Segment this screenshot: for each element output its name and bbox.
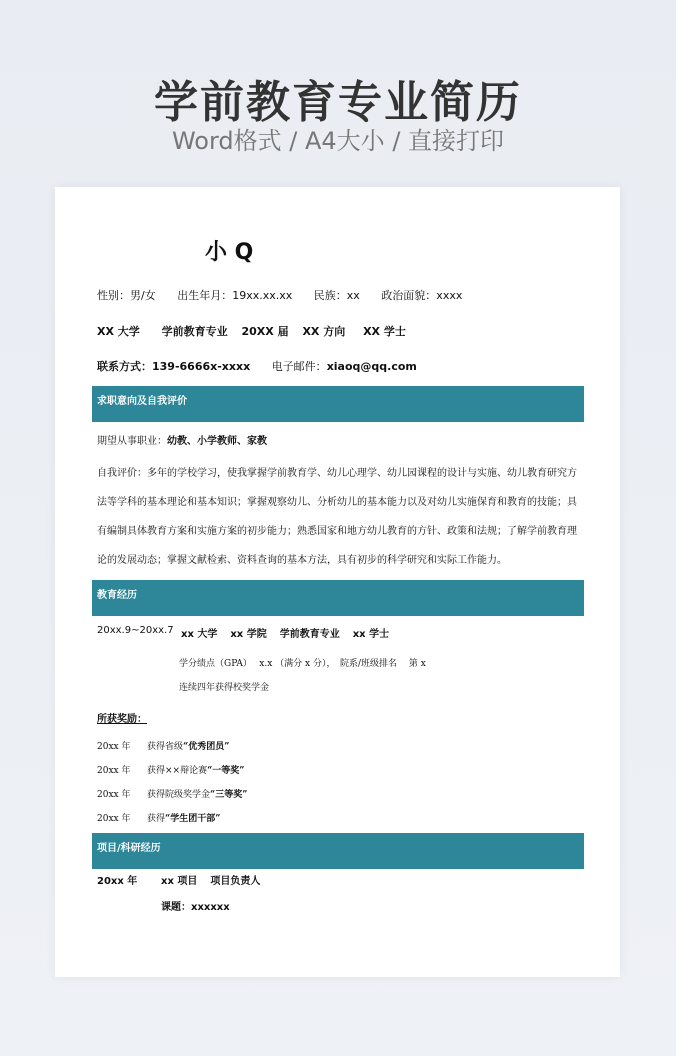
email-value: xiaoq@qq.com [326,360,417,373]
education-school: xx 大学 [181,629,218,640]
award-item [97,787,130,800]
section-header-education: 教育经历 [92,580,584,616]
phone: 联系方式：139-6666x-xxxx [97,360,251,373]
scholarship-line: 连续四年获得校奖学金 [179,683,270,693]
project-name: xx 项目 [161,876,198,887]
ethnicity: 民族：xx [313,289,360,302]
award-desc [147,739,229,752]
education-summary [97,323,406,339]
birth-date: 出生年月：19xx.xx.xx [177,289,293,302]
education-degree: xx 学士 [352,629,390,640]
award-highlight: “三等奖” [210,790,248,800]
award-text: 获得省级 [147,742,184,752]
job-intent [97,432,267,447]
project-year: 20xx 年 [97,876,138,887]
grade: 20XX 届 [241,325,289,338]
job-intent-value: 幼教、小学教师、家教 [167,436,267,447]
project-role: 项目负责人 [210,876,261,887]
award-text: 获得××辩论赛 [147,766,208,776]
award-desc [147,811,220,824]
education-college: xx 学院 [230,629,267,640]
resume-name: 小 Q [205,240,254,265]
degree: XX 学士 [363,325,406,338]
project-topic: 课题：xxxxxx [161,902,230,913]
education-entry [97,625,174,636]
personal-info [97,287,462,303]
project-info [161,872,260,887]
award-year: 20xx 年 [97,742,131,752]
job-intent-label: 期望从事职业： [97,436,167,447]
political-status: 政治面貌：xxxx [381,289,463,302]
university: XX 大学 [97,325,140,338]
award-highlight: “优秀团员” [183,742,230,752]
gender: 性别：男/女 [97,289,156,302]
gpa-line: 学分绩点（GPA） x.x （满分 x 分）， 院系/班级排名 第 x [179,659,426,669]
award-item [97,763,130,776]
contact-info [97,358,417,374]
award-item [97,811,130,824]
award-year: 20xx 年 [97,766,131,776]
hero-subtitle: Word格式 / A4大小 / 直接打印 [171,127,505,155]
award-desc [147,763,244,776]
awards-title: 所获奖励： [97,714,147,725]
award-highlight: “学生团干部” [165,814,221,824]
education-school-line [181,625,389,640]
section-header-intent: 求职意向及自我评价 [92,386,584,422]
award-year: 20xx 年 [97,814,131,824]
major: 学前教育专业 [161,325,228,338]
award-highlight: “一等奖” [207,766,245,776]
education-period: 20xx.9~20xx.7 [97,625,174,636]
award-item [97,739,130,752]
award-desc [147,787,247,800]
direction: XX 方向 [302,325,346,338]
section-header-projects: 项目/科研经历 [92,833,584,869]
email-label: 电子邮件： [271,360,327,373]
award-text: 获得院级奖学金 [147,790,211,800]
education-major: 学前教育专业 [279,629,340,640]
resume-page [55,187,620,977]
award-text: 获得 [147,814,166,824]
award-year: 20xx 年 [97,790,131,800]
hero-title: 学前教育专业简历 [154,77,522,128]
self-evaluation: 自我评价：多年的学校学习，使我掌握学前教育学、幼儿心理学、幼儿园课程的设计与实施、幼儿教育研究方法等学科的基本理论和基本知识；掌握观察幼儿、分析幼儿的基本能力以及对幼儿实施保育和教育的技能；具有编制具体教育方案和实施方案的初步能力；熟悉国家和地方幼儿教育的方针、政策和法规；了解学前教育理论的发展动态；掌握文献检索、资料查询的基本方法，具有初步的科学研究和实际工作能力。 [97,468,577,566]
